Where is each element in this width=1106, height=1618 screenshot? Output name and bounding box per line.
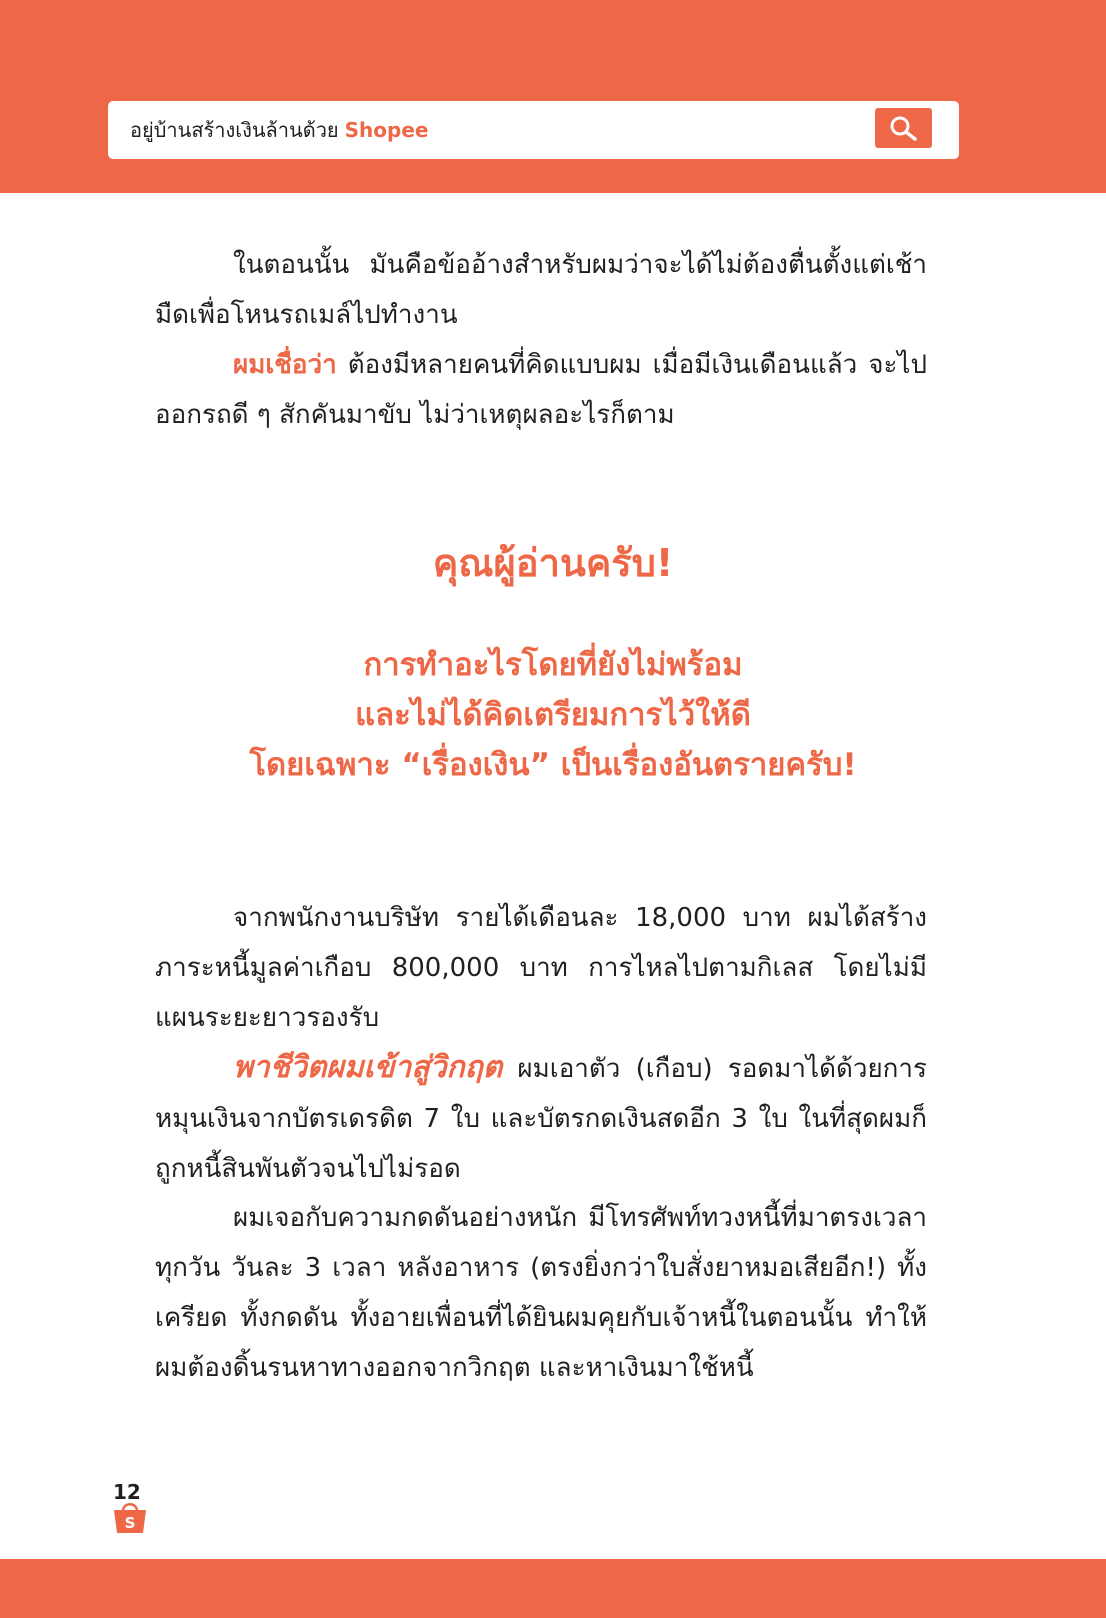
search-icon [889,115,919,141]
story-paragraph-1 [155,893,927,1043]
story-paragraph-3 [155,1193,927,1393]
intro-paragraph-2-text: ต้องมีหลายคนที่คิดแบบผม เมื่อมีเงินเดือนแล้ว จะไปออกรถดี ๆ สักคันมาขับ ไม่ว่าเหตุผลอะไรก็ตาม [155,350,927,430]
story-emphasis: พาชีวิตผมเข้าสู่วิกฤต [233,1050,503,1085]
story-paragraph-1-text: จากพนักงานบริษัท รายได้เดือนละ 18,000 บาท ผมได้สร้างภาระหนี้มูลค่าเกือบ 800,000 บาท การไหลไปตามกิเลส โดยไม่มีแผนระยะยาวรองรับ [155,903,927,1033]
intro-paragraph-1 [155,240,927,340]
intro-paragraph-2 [155,340,927,440]
search-bar[interactable] [108,101,959,159]
shopping-bag-icon [112,1501,148,1535]
page-number: 12 [113,1480,141,1504]
story-paragraph-2-text: ผมเอาตัว (เกือบ) รอดมาได้ด้วยการหมุนเงินจากบัตรเดรดิต 7 ใบ และบัตรกดเงินสดอีก 3 ใบ ในที่สุดผมก็ถูกหนี้สินพันตัวจนไปไม่รอด [155,1054,927,1184]
story-paragraph-2 [155,1043,927,1194]
callout-line-3: โดยเฉพาะ “เรื่องเงิน” เป็นเรื่องอันตรายครับ! [249,747,857,783]
bag-letter: S [124,1514,136,1532]
footer-band [0,1559,1106,1618]
search-button[interactable] [875,108,932,148]
intro-paragraph-1-text: ในตอนนั้น มันคือข้ออ้างสำหรับผมว่าจะได้ไม่ต้องตื่นตั้งแต่เช้ามืดเพื่อโหนรถเมล์ไปทำงาน [155,250,927,330]
brand-name: Shopee [344,118,429,142]
callout-line-2: และไม่ได้คิดเตรียมการไว้ให้ดี [355,697,751,733]
callout-title: คุณผู้อ่านครับ! [432,541,674,585]
header-band [0,0,1106,193]
intro-emphasis: ผมเชื่อว่า [233,350,337,380]
callout-line-1: การทำอะไรโดยที่ยังไม่พร้อม [363,647,743,683]
story-paragraph-3-text: ผมเจอกับความกดดันอย่างหนัก มีโทรศัพท์ทวงหนี้ที่มาตรงเวลาทุกวัน วันละ 3 เวลา หลังอาหาร (ตรงยิ่งกว่าใบสั่งยาหมอเสียอีก!) ทั้งเครียด ทั้งกดดัน ทั้งอายเพื่อนที่ได้ยินผมคุยกับเจ้าหนี้ในตอนนั้น ทำให้ผมต้องดิ้นรนหาทางออกจากวิกฤต และหาเงินมาใช้หนี้ [155,1203,927,1383]
search-bar-text [130,101,428,159]
search-bar-title: อยู่บ้านสร้างเงินล้านด้วย [130,118,339,142]
